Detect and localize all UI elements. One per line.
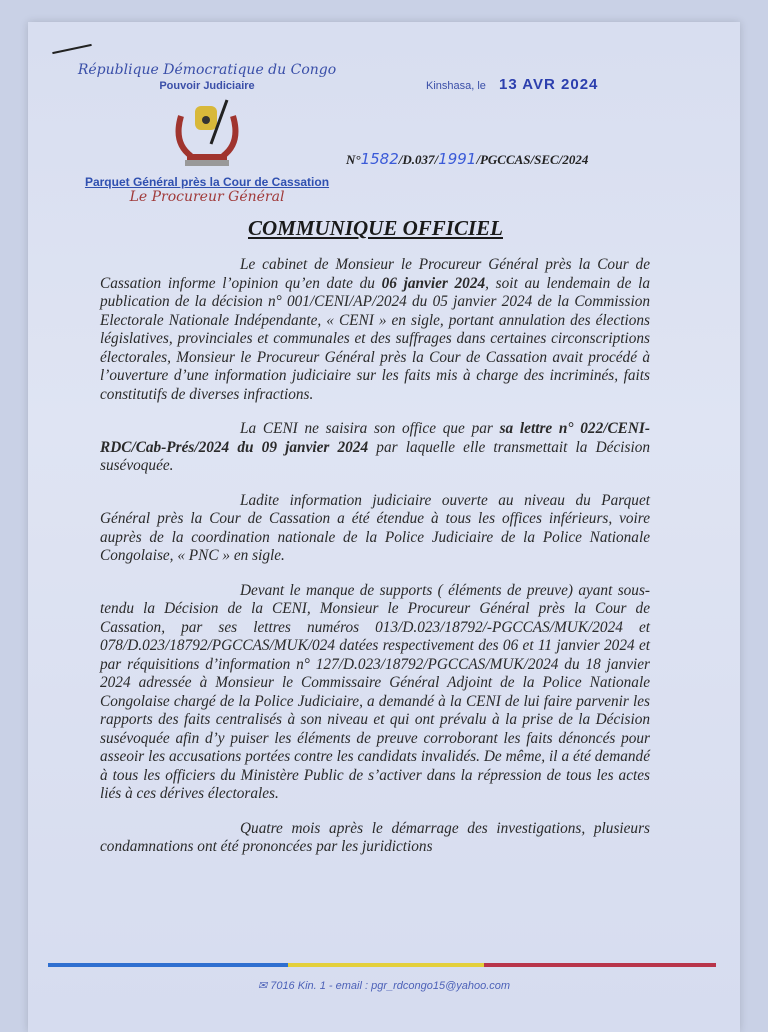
ref-prefix: N° <box>346 152 361 167</box>
ref-suffix: /PGCCAS/SEC/2024 <box>476 152 589 167</box>
footer-contact <box>0 979 768 992</box>
ref-handwritten-2: 1991 <box>438 150 477 168</box>
mailbox-icon: ✉ <box>257 980 268 992</box>
ref-mid: /D.037/ <box>398 152 439 167</box>
reference-number <box>346 150 588 168</box>
footer-text: 7016 Kin. 1 - email : pgr_rdcongo15@yahoo.com <box>270 980 511 992</box>
paragraph: Devant le manque de supports ( éléments de preuve) ayant sous-tendu la Décision de la CENI, Monsieur le Procureur Général près la Cour de Cassation, par ses lettres numéros 013/D.023/18792/-PGCCAS/MUK/2024 et 078/D.023/18792/PGCCAS/MUK/024 datées respectivement des 06 et 11 janvier 2024 et par réquisitions d’information n° 127/D.023/18792/PGCCAS/MUK/2024 du 18 janvier 2024 adressée à Monsieur le Commissaire Général Adjoint de la Police Nationale Congolaise chargé de la Police Judiciaire, a demandé à la CENI de lui faire parvenir les rapports des faits centralisés à son niveau et qui ont prévalu à la prise de la Décision susévoquée afin d’y puiser les éléments de preuve corroborant les faits dénoncés pour asseoir les accusations portées contre les candidats invalidés. De même, il a été demandé à tous les officiers du Ministère Public de s’activer dans la répression de tous les actes liés à ces dérives électorales. <box>100 581 650 802</box>
office-name: Parquet Général près la Cour de Cassation <box>84 175 330 189</box>
paragraph: La CENI ne saisira son office que par sa lettre n° 022/CENI-RDC/Cab-Prés/2024 du 09 janvier 2024 par laquelle elle transmettait la Décision susévoquée. <box>100 420 650 474</box>
document-body <box>100 256 650 873</box>
paragraph: Ladite information judiciaire ouverte au niveau du Parquet Général près la Cour de Cassation a été étendue à tous les offices inférieurs, voire auprès de la coordination nationale de la Police Judiciaire de la Police Nationale Congolaise, « PNC » en sigle. <box>100 491 650 564</box>
flag-stripe-red <box>484 963 716 967</box>
paragraph: Le cabinet de Monsieur le Procureur Général près la Cour de Cassation informe l’opinion qu’en date du 06 janvier 2024, soit au lendemain de la publication de la décision n° 001/CENI/AP/2024 du 05 janvier 2024 de la Commission Electorale Nationale Indépendante, « CENI » en sigle, portant annulation des élections législatives, provinciales et communales et des suffrages dans certaines circonscriptions électorales, Monsieur le Procureur Général près la Cour de Cassation avait procédé à l’ouverture d’une information judiciaire sur les faits mis à charge des incriminés, faits constitutifs de diverses infractions. <box>100 256 650 403</box>
ref-handwritten-1: 1582 <box>360 150 399 168</box>
place-label: Kinshasa, le <box>426 80 486 92</box>
paragraph: Quatre mois après le démarrage des investigations, plusieurs condamnations ont été prononcées par les juridictions <box>100 819 650 855</box>
official-title: Le Procureur Général <box>129 189 285 205</box>
date-line <box>426 76 598 93</box>
date-stamp: 13 AVR 2024 <box>499 76 599 93</box>
flag-stripe-yellow <box>288 963 484 967</box>
document-title: COMMUNIQUE OFFICIEL <box>248 216 503 240</box>
republic-name: République Démocratique du Congo <box>77 62 337 78</box>
letterhead <box>72 62 342 205</box>
coat-of-arms-icon <box>167 98 247 168</box>
flag-stripe-blue <box>48 963 288 967</box>
power-name: Pouvoir Judiciaire <box>159 80 255 92</box>
